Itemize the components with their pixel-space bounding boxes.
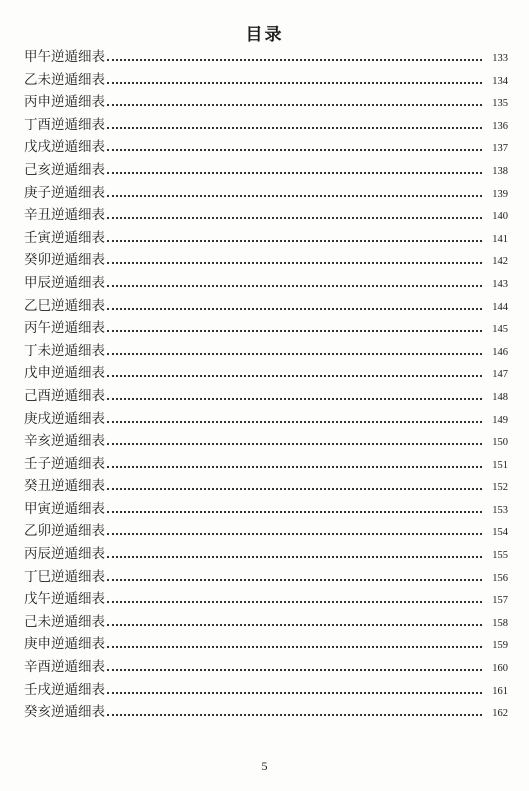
toc-entry-page: 145 [492, 324, 508, 336]
toc-entry-page: 156 [492, 572, 508, 584]
toc-entry[interactable] [24, 68, 508, 91]
toc-entry[interactable] [24, 158, 508, 181]
toc-dot-leader [107, 59, 482, 61]
toc-entry-page: 144 [492, 301, 508, 313]
toc-dot-leader [107, 217, 482, 219]
page-number: 5 [261, 759, 268, 773]
toc-dot-leader [107, 579, 482, 581]
toc-entry[interactable] [24, 407, 508, 430]
toc-entry-label: 辛酉逆遁细表 [24, 659, 105, 676]
toc-entry-page: 143 [492, 278, 508, 290]
toc-dot-leader [107, 692, 482, 694]
toc-entry-label: 乙卯逆遁细表 [24, 523, 105, 540]
toc-entry-page: 154 [492, 527, 508, 539]
toc-list [24, 45, 508, 723]
toc-entry-page: 149 [492, 414, 508, 426]
toc-dot-leader [107, 127, 482, 129]
toc-dot-leader [107, 149, 482, 151]
toc-entry[interactable] [24, 113, 508, 136]
toc-entry[interactable] [24, 700, 508, 723]
toc-dot-leader [107, 556, 482, 558]
toc-dot-leader [107, 421, 482, 423]
toc-entry-page: 140 [492, 211, 508, 223]
toc-entry-label: 戊午逆遁细表 [24, 591, 105, 608]
toc-entry-label: 甲寅逆遁细表 [24, 500, 105, 517]
toc-entry[interactable] [24, 203, 508, 226]
toc-entry[interactable] [24, 316, 508, 339]
toc-entry-page: 152 [492, 482, 508, 494]
toc-dot-leader [107, 466, 482, 468]
toc-entry-label: 庚申逆遁细表 [24, 636, 105, 653]
toc-entry[interactable] [24, 181, 508, 204]
toc-dot-leader [107, 172, 482, 174]
toc-entry[interactable] [24, 519, 508, 542]
toc-entry-label: 丁未逆遁细表 [24, 342, 105, 359]
toc-dot-leader [107, 375, 482, 377]
toc-entry-label: 己未逆遁细表 [24, 613, 105, 630]
toc-entry-page: 137 [492, 143, 508, 155]
toc-entry[interactable] [24, 429, 508, 452]
toc-dot-leader [107, 308, 482, 310]
toc-entry-label: 癸丑逆遁细表 [24, 478, 105, 495]
toc-entry[interactable] [24, 226, 508, 249]
toc-entry-label: 丁酉逆遁细表 [24, 116, 105, 133]
toc-entry-page: 159 [492, 640, 508, 652]
toc-entry[interactable] [24, 542, 508, 565]
toc-dot-leader [107, 240, 482, 242]
toc-entry-label: 乙未逆遁细表 [24, 71, 105, 88]
toc-entry-label: 癸亥逆遁细表 [24, 704, 105, 721]
toc-entry[interactable] [24, 135, 508, 158]
toc-entry-label: 丁巳逆遁细表 [24, 568, 105, 585]
toc-entry-label: 戊申逆遁细表 [24, 365, 105, 382]
toc-entry-page: 148 [492, 391, 508, 403]
toc-entry-label: 戊戌逆遁细表 [24, 139, 105, 156]
toc-entry-page: 136 [492, 120, 508, 132]
toc-dot-leader [107, 443, 482, 445]
toc-entry[interactable] [24, 361, 508, 384]
toc-entry-page: 142 [492, 256, 508, 268]
toc-entry-label: 甲辰逆遁细表 [24, 274, 105, 291]
toc-dot-leader [107, 398, 482, 400]
toc-dot-leader [107, 330, 482, 332]
toc-entry-label: 庚戌逆遁细表 [24, 410, 105, 427]
toc-entry-page: 134 [492, 75, 508, 87]
toc-entry-label: 己酉逆遁细表 [24, 387, 105, 404]
toc-dot-leader [107, 353, 482, 355]
toc-entry-label: 乙巳逆遁细表 [24, 297, 105, 314]
toc-entry[interactable] [24, 452, 508, 475]
toc-entry-page: 141 [492, 233, 508, 245]
toc-entry-page: 157 [492, 595, 508, 607]
toc-entry-label: 辛亥逆遁细表 [24, 433, 105, 450]
toc-entry-label: 丙申逆遁细表 [24, 94, 105, 111]
toc-entry[interactable] [24, 678, 508, 701]
toc-entry[interactable] [24, 339, 508, 362]
toc-entry-page: 146 [492, 346, 508, 358]
toc-entry-label: 丙午逆遁细表 [24, 320, 105, 337]
toc-entry-page: 133 [492, 53, 508, 64]
toc-dot-leader [107, 82, 482, 84]
toc-dot-leader [107, 511, 482, 513]
toc-entry[interactable] [24, 497, 508, 520]
page-title: 目录 [245, 25, 284, 45]
toc-dot-leader [107, 488, 482, 490]
toc-entry[interactable] [24, 610, 508, 633]
toc-dot-leader [107, 195, 482, 197]
toc-dot-leader [107, 646, 482, 648]
toc-entry-label: 壬子逆遁细表 [24, 455, 105, 472]
toc-entry-page: 153 [492, 504, 508, 516]
toc-entry[interactable] [24, 90, 508, 113]
toc-entry[interactable] [24, 271, 508, 294]
toc-entry-page: 162 [492, 708, 508, 720]
toc-entry-page: 155 [492, 550, 508, 562]
toc-entry[interactable] [24, 632, 508, 655]
toc-entry[interactable] [24, 587, 508, 610]
toc-entry-label: 辛丑逆遁细表 [24, 207, 105, 224]
toc-dot-leader [107, 624, 482, 626]
toc-entry[interactable] [24, 474, 508, 497]
toc-dot-leader [107, 533, 482, 535]
toc-entry[interactable] [24, 565, 508, 588]
toc-dot-leader [107, 262, 482, 264]
toc-entry-label: 甲午逆遁细表 [24, 49, 105, 65]
toc-entry-page: 135 [492, 98, 508, 110]
toc-entry-page: 151 [492, 459, 508, 471]
toc-entry-page: 138 [492, 165, 508, 177]
toc-entry[interactable] [24, 655, 508, 678]
toc-entry-page: 147 [492, 369, 508, 381]
toc-entry[interactable] [24, 294, 508, 317]
toc-entry[interactable] [24, 45, 508, 68]
toc-entry-page: 150 [492, 437, 508, 449]
toc-entry-label: 癸卯逆遁细表 [24, 252, 105, 269]
toc-entry-page: 158 [492, 617, 508, 629]
toc-dot-leader [107, 104, 482, 106]
toc-dot-leader [107, 714, 482, 716]
toc-dot-leader [107, 285, 482, 287]
toc-entry-page: 160 [492, 663, 508, 675]
toc-entry-label: 己亥逆遁细表 [24, 161, 105, 178]
toc-entry-page: 139 [492, 188, 508, 200]
toc-entry-page: 161 [492, 685, 508, 697]
toc-entry[interactable] [24, 384, 508, 407]
toc-entry[interactable] [24, 248, 508, 271]
toc-entry-label: 庚子逆遁细表 [24, 184, 105, 201]
toc-entry-label: 丙辰逆遁细表 [24, 546, 105, 563]
toc-entry-label: 壬戌逆遁细表 [24, 681, 105, 698]
toc-entry-label: 壬寅逆遁细表 [24, 229, 105, 246]
toc-dot-leader [107, 601, 482, 603]
toc-dot-leader [107, 669, 482, 671]
